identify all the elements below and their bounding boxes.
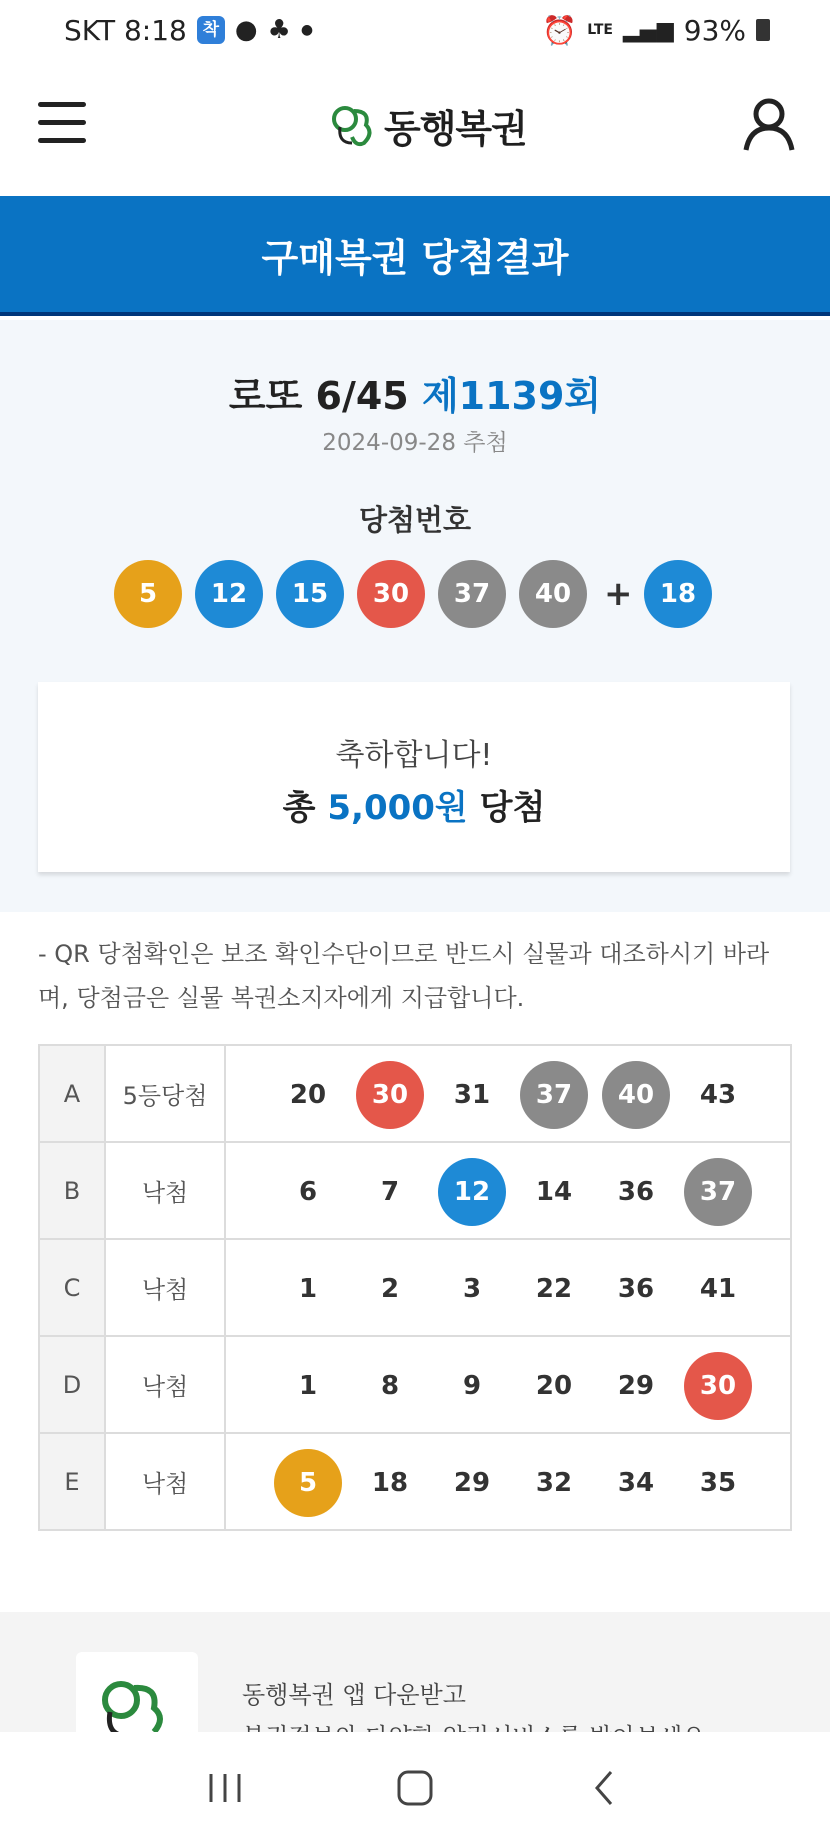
app-header	[0, 60, 830, 196]
ticket-number: 29	[453, 1468, 491, 1498]
home-button[interactable]	[385, 1758, 445, 1818]
ticket-row	[39, 1336, 791, 1433]
system-nav-bar	[0, 1732, 830, 1844]
draw-date: 2024-09-28 추첨	[322, 430, 508, 456]
prize-total	[38, 780, 790, 829]
signal-icon: ▂▄▆	[623, 17, 674, 43]
ticket-number: 7	[380, 1177, 400, 1207]
game-name: 로또 6/45	[228, 374, 409, 418]
ticket-numbers	[225, 1336, 791, 1433]
ticket-table	[38, 1044, 792, 1531]
ticket-result: 낙첨	[105, 1142, 225, 1239]
ticket-number-matched: 5	[274, 1449, 342, 1517]
ticket-numbers	[225, 1045, 791, 1142]
qr-notice: - QR 당첨확인은 보조 확인수단이므로 반드시 실물과 대조하시기 바라며, 당첨금은 실물 복권소지자에게 지급합니다.	[38, 940, 770, 1012]
ticket-number: 35	[699, 1468, 737, 1498]
ticket-game: E	[39, 1433, 105, 1530]
winning-ball: 15	[276, 560, 344, 628]
ticket-number: 34	[617, 1468, 655, 1498]
user-icon	[742, 96, 796, 152]
logo-icon	[330, 103, 376, 149]
battery-icon	[756, 19, 770, 41]
logo[interactable]	[330, 98, 527, 153]
ticket-number: 1	[298, 1274, 318, 1304]
ticket-row	[39, 1239, 791, 1336]
menu-bar	[38, 120, 86, 125]
recent-apps-button[interactable]	[195, 1758, 255, 1818]
ticket-number: 36	[617, 1274, 655, 1304]
congrats-card	[38, 682, 790, 872]
ticket-number-matched: 30	[684, 1352, 752, 1420]
ticket-number: 43	[699, 1080, 737, 1110]
ticket-row	[39, 1045, 791, 1142]
page-title: 구매복권 당첨결과	[0, 196, 830, 316]
carrier-time: SKT 8:18	[64, 13, 187, 47]
ticket-number: 22	[535, 1274, 573, 1304]
ticket-number: 3	[462, 1274, 482, 1304]
ticket-number: 36	[617, 1177, 655, 1207]
chat-icon: ●	[234, 15, 258, 45]
winning-ball: 12	[195, 560, 263, 628]
network-label: LTE	[587, 22, 613, 38]
ticket-number-matched: 37	[684, 1158, 752, 1226]
ticket-number-matched: 40	[602, 1061, 670, 1129]
winning-ball: 5	[114, 560, 182, 628]
recent-apps-icon	[205, 1768, 245, 1808]
ticket-number: 32	[535, 1468, 573, 1498]
ticket-numbers	[225, 1239, 791, 1336]
ticket-numbers	[225, 1433, 791, 1530]
app-chip-icon: 착	[197, 16, 225, 44]
congrats-message: 축하합니다!	[335, 738, 493, 773]
ticket-game: B	[39, 1142, 105, 1239]
ticket-result: 낙첨	[105, 1336, 225, 1433]
status-right	[542, 14, 770, 47]
ticket-row	[39, 1142, 791, 1239]
ticket-number: 41	[699, 1274, 737, 1304]
ticket-number: 20	[289, 1080, 327, 1110]
notification-icon: ♣	[267, 15, 291, 45]
ticket-row	[39, 1433, 791, 1530]
home-icon	[395, 1768, 435, 1808]
bonus-ball: 18	[644, 560, 712, 628]
app-promo-banner[interactable]	[0, 1612, 830, 1732]
winning-ball: 37	[438, 560, 506, 628]
winning-numbers-label: 당첨번호	[358, 503, 472, 537]
ticket-number: 20	[535, 1371, 573, 1401]
bonus-plus: +	[604, 574, 633, 614]
alarm-icon: ⏰	[542, 13, 578, 47]
ticket-number: 2	[380, 1274, 400, 1304]
ticket-game: C	[39, 1239, 105, 1336]
ticket-number: 31	[453, 1080, 491, 1110]
ticket-result: 낙첨	[105, 1433, 225, 1530]
back-button[interactable]	[575, 1758, 635, 1818]
winning-ball: 30	[357, 560, 425, 628]
ticket-number: 6	[298, 1177, 318, 1207]
ticket-number-matched: 12	[438, 1158, 506, 1226]
prize-suffix: 당첨	[479, 788, 546, 828]
ticket-game: A	[39, 1045, 105, 1142]
ticket-number: 9	[462, 1371, 482, 1401]
draw-round: 제1139회	[421, 374, 602, 418]
ticket-number: 8	[380, 1371, 400, 1401]
menu-bar	[38, 102, 86, 107]
winning-ball: 40	[519, 560, 587, 628]
status-bar	[0, 0, 830, 60]
draw-title	[0, 365, 830, 420]
draw-result-section	[0, 320, 830, 912]
ticket-numbers	[225, 1142, 791, 1239]
battery-level: 93%	[683, 13, 746, 47]
user-account-button[interactable]	[742, 96, 796, 152]
ticket-number: 18	[371, 1468, 409, 1498]
ticket-result: 5등당첨	[105, 1045, 225, 1142]
menu-bar	[38, 138, 86, 143]
status-left	[64, 14, 313, 47]
prize-amount: 5,000원	[327, 788, 468, 828]
ticket-number: 29	[617, 1371, 655, 1401]
back-icon	[585, 1768, 625, 1808]
prize-prefix: 총	[282, 788, 316, 828]
promo-line-1: 동행복권 앱 다운받고	[242, 1681, 466, 1709]
ticket-number: 1	[298, 1371, 318, 1401]
logo-text: 동행복권	[384, 107, 527, 151]
ticket-number-matched: 30	[356, 1061, 424, 1129]
menu-button[interactable]	[38, 102, 86, 146]
ticket-number-matched: 37	[520, 1061, 588, 1129]
ticket-result: 낙첨	[105, 1239, 225, 1336]
ticket-game: D	[39, 1336, 105, 1433]
more-dot-icon: ●	[300, 22, 314, 38]
ticket-number: 14	[535, 1177, 573, 1207]
